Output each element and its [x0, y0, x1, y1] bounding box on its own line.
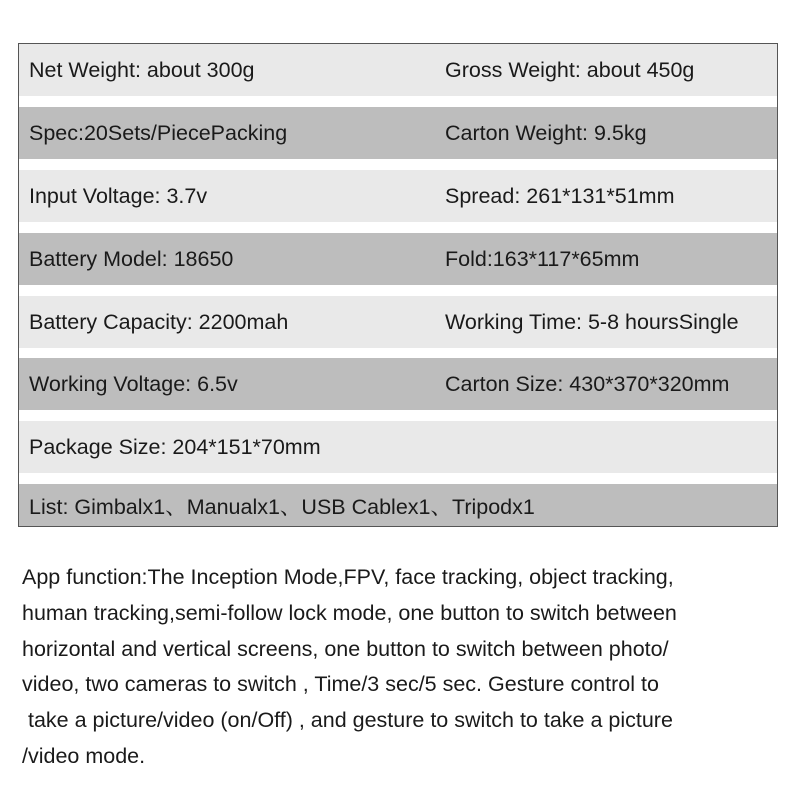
spec-row-input-voltage [19, 170, 777, 222]
description-line: take a picture/video (on/Off) , and gesture to switch to take a picture [22, 708, 673, 733]
spec-gross-weight: Gross Weight: about 450g [445, 57, 695, 82]
spec-fold-size: Fold:163*117*65mm [445, 246, 640, 271]
spec-row-net-weight [19, 44, 777, 96]
description-line: horizontal and vertical screens, one button to switch between photo/ [22, 636, 669, 661]
description-line: /video mode. [22, 743, 146, 768]
description-line: human tracking,semi-follow lock mode, one button to switch between [22, 600, 677, 625]
spec-package-size: Package Size: 204*151*70mm [29, 434, 321, 459]
spec-package-list: List: Gimbalx1、Manualx1、USB Cablex1、Tripodx1 [29, 494, 535, 519]
spec-net-weight: Net Weight: about 300g [29, 57, 255, 82]
spec-battery-capacity: Battery Capacity: 2200mah [29, 309, 289, 334]
spec-row-working-voltage [19, 358, 777, 410]
description-line: App function:The Inception Mode,FPV, face tracking, object tracking, [22, 565, 674, 589]
app-function-description [22, 560, 782, 775]
spec-battery-model: Battery Model: 18650 [29, 246, 234, 271]
spec-row-battery-model [19, 233, 777, 285]
spec-carton-weight: Carton Weight: 9.5kg [445, 120, 647, 145]
spec-table [18, 43, 778, 527]
spec-row-package-size [19, 421, 777, 473]
spec-row-list [19, 484, 777, 526]
spec-input-voltage: Input Voltage: 3.7v [29, 183, 208, 208]
spec-carton-size: Carton Size: 430*370*320mm [445, 371, 730, 396]
spec-row-battery-capacity [19, 296, 777, 348]
spec-row-spec [19, 107, 777, 159]
spec-packing: Spec:20Sets/PiecePacking [29, 120, 288, 145]
spec-working-voltage: Working Voltage: 6.5v [29, 371, 238, 396]
spec-spread-size: Spread: 261*131*51mm [445, 183, 675, 208]
spec-working-time: Working Time: 5-8 hoursSingle [445, 309, 739, 334]
description-line: video, two cameras to switch , Time/3 sec/5 sec. Gesture control to [22, 672, 659, 697]
